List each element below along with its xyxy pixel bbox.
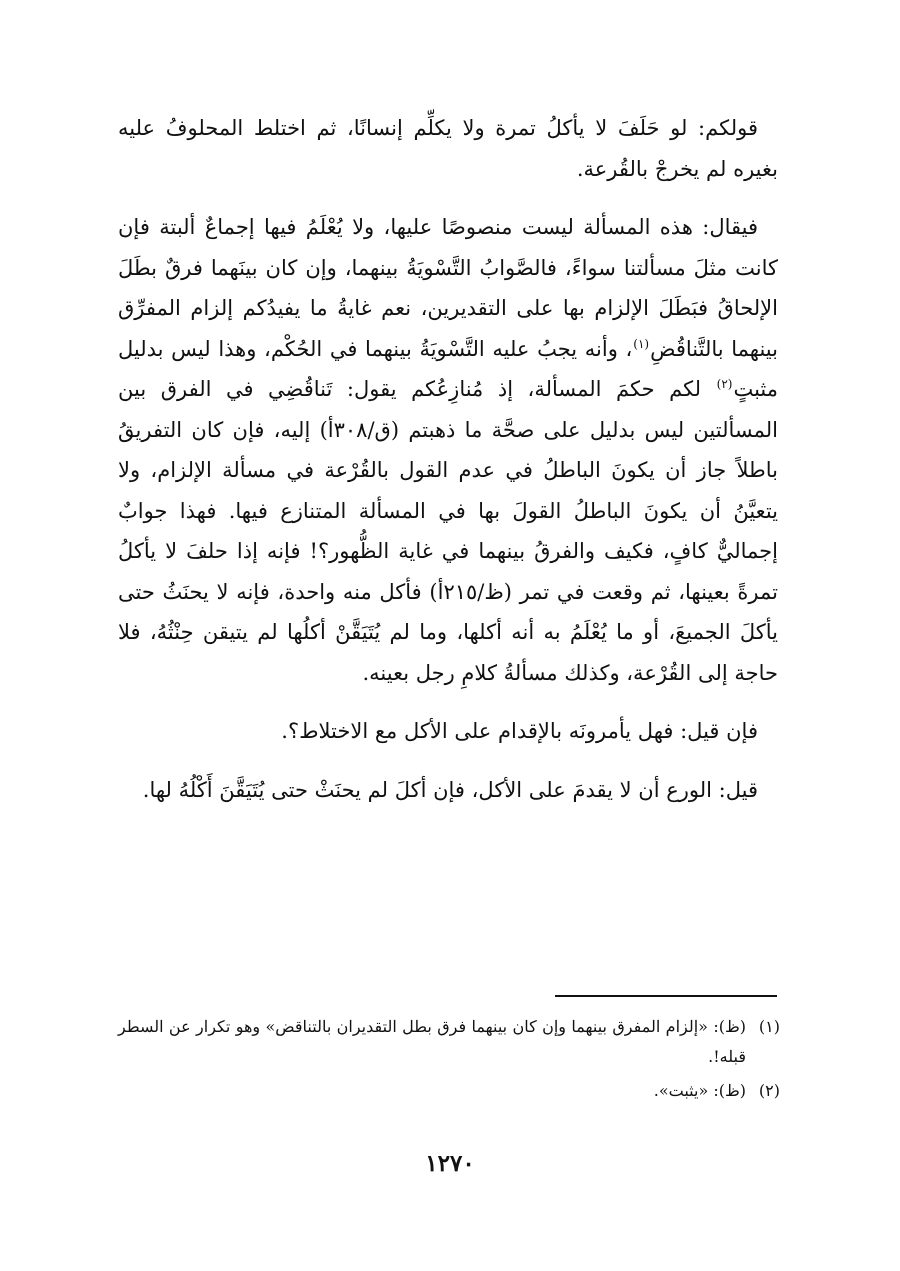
footnote-1-text: (ظ): «إلزام المفرق بينهما وإن كان بينهما فرق بطل التقديران بالتناقض» وهو تكرار عن السطر قبله!. bbox=[118, 1017, 746, 1066]
footnote-1-number: (١) bbox=[758, 1017, 780, 1036]
paragraph-2-text-part-3: لكم حكمَ المسألة، إذ مُنازِعُكم يقول: تَناقُضِي في الفرق بين المسألتين ليس بدليل على صحَّة ما ذهبتم (ق/٣٠٨أ) إليه، فإن كان التفريقُ باطلاً جاز أن يكونَ الباطلُ في عدم القول بالقُرْعة في مسألة الإلزام، ولا يتعيَّنُ أن يكونَ الباطلُ القولَ بها في المسألة المتنازع فيها. فهذا جوابٌ إجماليٌّ كافٍ، فكيف والفرقُ بينهما في غاية الظُّهور؟! فإنه إذا حلفَ لا يأكلُ تمرةً بعينها، ثم وقعت في تمر (ظ/٢١٥أ) فأكل منه واحدة، فإنه لا يحنَثُ حتى يأكلَ الجميعَ، أو ما يُعْلَمُ به أنه أكلها، وما لم يُتَيَقَّنْ أكلُها لم يتيقن حِنْثُهُ، فلا حاجة إلى القُرْعة، وكذلك مسألةُ كلامِ رجل بعينه. bbox=[118, 377, 778, 685]
paragraph-4-text: قيل: الورع أن لا يقدمَ على الأكل، فإن أكلَ لم يحنَثْ حتى يُتَيَقَّنَ أَكْلُهُ لها. bbox=[142, 777, 758, 802]
paragraph-2-text-part-2: ، وأنه يجبُ عليه التَّسْويَةُ بينهما في الحُكْم، وهذا ليس بدليل مثبتٍ bbox=[118, 336, 778, 401]
footnote-reference-1: (١) bbox=[633, 336, 650, 351]
paragraph-3-text: فإن قيل: فهل يأمرونَه بالإقدام على الأكل مع الاختلاط؟. bbox=[281, 719, 758, 743]
footnote-2 bbox=[118, 1076, 780, 1106]
main-text bbox=[118, 108, 778, 836]
footnote-1 bbox=[118, 1012, 780, 1072]
footnote-reference-2: (٢) bbox=[716, 377, 733, 391]
paragraph-2-text-part-1: فيقال: هذه المسألة ليست منصوصًا عليها، ولا يُعْلَمُ فيها إجماعٌ ألبتة فإن كانت مثلَ مسألتنا سواءً، فالصَّوابُ التَّسْويَةُ بينهما، وإن كان بينَهما فرقٌ بطَلَ الإلحاقُ فبَطَلَ الإلزام بها على التقديرين، نعم غايةُ ما يفيدُكم إلزام المفرِّق بينهما بالتَّناقُضِ bbox=[118, 215, 778, 361]
paragraph-3 bbox=[118, 711, 778, 752]
paragraph-1-text: قولكم: لو حَلَفَ لا يأكلُ تمرة ولا يكلِّم إنسانًا، ثم اختلط المحلوفُ عليه بغيره لم يخرجْ بالقُرعة. bbox=[118, 116, 778, 181]
page-number: ١٢٧٠ bbox=[425, 1150, 475, 1177]
paragraph-1 bbox=[118, 108, 778, 189]
footnote-divider bbox=[555, 995, 777, 997]
footnotes bbox=[118, 1012, 780, 1110]
paragraph-2 bbox=[118, 207, 778, 693]
footnote-2-text: (ظ): «يثبت». bbox=[653, 1081, 746, 1100]
footnote-2-number: (٢) bbox=[758, 1081, 780, 1100]
paragraph-4 bbox=[118, 770, 778, 811]
